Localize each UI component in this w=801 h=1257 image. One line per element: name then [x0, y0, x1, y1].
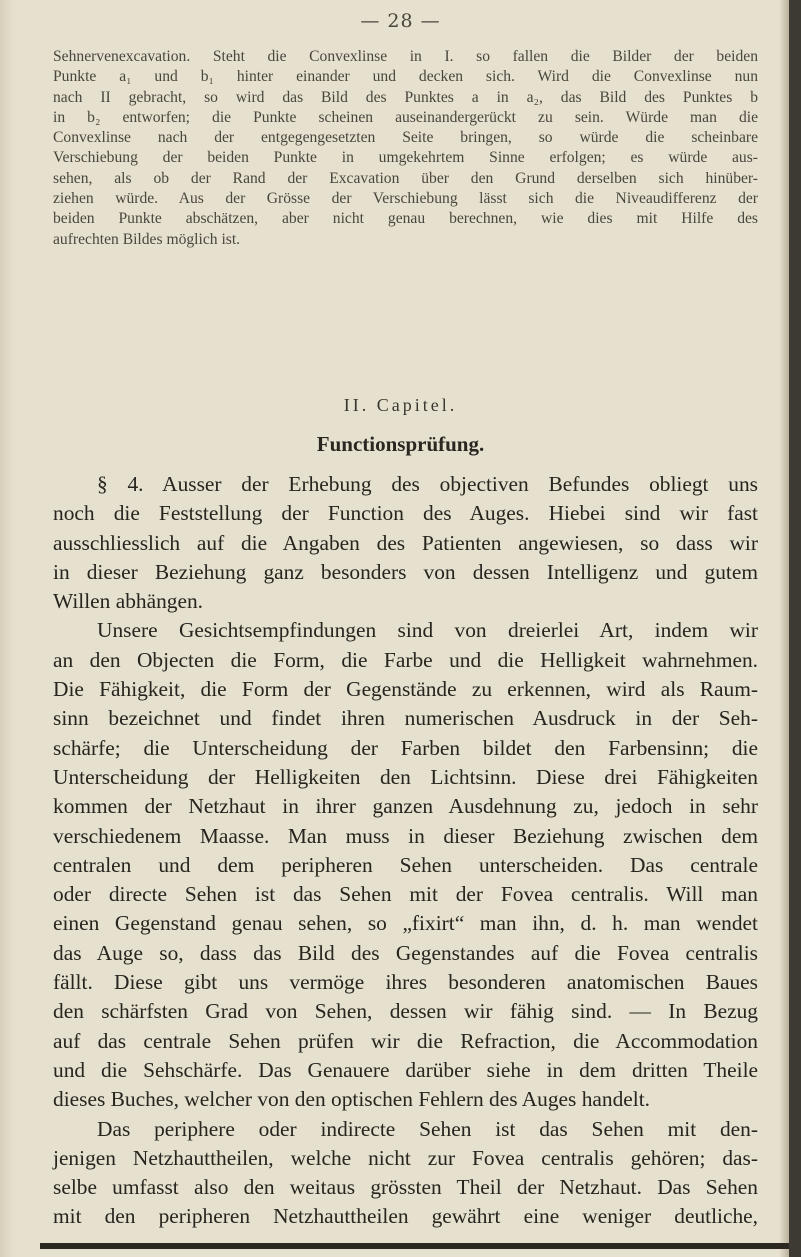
body-line: in dieser Beziehung ganz besonders von dessen Intelligenz und gutem: [53, 559, 758, 584]
body-line: selbe umfasst also den weitaus grössten Theil der Netzhaut. Das Sehen: [53, 1175, 758, 1200]
body-line: Unsere Gesichtsempfindungen sind von dreierlei Art, indem wir: [97, 618, 758, 643]
body-line: fällt. Diese gibt uns vermöge ihres besonderen anatomischen Baues: [53, 970, 758, 995]
body-line: noch die Feststellung der Function des Auges. Hiebei sind wir fast: [53, 501, 758, 526]
page-number: — 28 —: [360, 10, 441, 32]
body-line: den schärfsten Grad von Sehen, dessen wir fähig sind. — In Bezug: [53, 999, 758, 1024]
book-spine-edge: [789, 0, 801, 1257]
body-line: dieses Buches, welcher von den optischen Fehlern des Auges handelt.: [53, 1087, 651, 1112]
body-line: kommen der Netzhaut in ihrer ganzen Ausdehnung zu, jedoch in sehr: [53, 794, 758, 819]
body-line: Willen abhängen.: [53, 589, 204, 614]
intro-line: Punkte a₁ und b₁ hinter einander und decken sich. Wird die Convexlinse nun: [53, 68, 758, 86]
intro-line: Sehnervenexcavation. Steht die Convexlinse in I. so fallen die Bilder der beiden: [53, 48, 758, 65]
body-line: einen Gegenstand genau sehen, so „fixirt“ man ihn, d. h. man wendet: [53, 911, 758, 936]
body-line: auf das centrale Sehen prüfen wir die Refraction, die Accommodation: [53, 1028, 758, 1053]
page-left-edge: [0, 0, 14, 1257]
body-line: an den Objecten die Form, die Farbe und die Helligkeit wahrnehmen.: [53, 647, 758, 672]
intro-line: in b₂ entworfen; die Punkte scheinen auseinandergerückt zu sein. Würde man die: [53, 108, 758, 126]
page-fold-shadow: [779, 0, 789, 1257]
body-line: § 4. Ausser der Erhebung des objectiven Befundes obliegt uns: [97, 472, 758, 496]
section-body: [53, 470, 758, 1232]
page-bottom-rule: [40, 1243, 789, 1249]
body-line: sinn bezeichnet und findet ihren numerischen Ausdruck in der Seh-: [53, 706, 758, 731]
intro-line: Verschiebung der beiden Punkte in umgekehrtem Sinne erfolgen; es würde aus-: [53, 149, 758, 167]
intro-line: Convexlinse nach der entgegengesetzten Seite bringen, so würde die scheinbare: [53, 129, 758, 147]
body-line: schärfe; die Unterscheidung der Farben bildet den Farbensinn; die: [53, 735, 758, 760]
intro-line: sehen, als ob der Rand der Excavation über den Grund derselben sich hinüber-: [53, 169, 758, 187]
section-title: Functionsprüfung.: [316, 432, 485, 456]
intro-line: nach II gebracht, so wird das Bild des Punktes a in a₂, das Bild des Punktes b: [53, 88, 758, 106]
body-line: Unterscheidung der Helligkeiten den Lichtsinn. Diese drei Fähigkeiten: [53, 764, 758, 789]
body-line: das Auge so, dass das Bild des Gegenstandes auf die Fovea centralis: [53, 940, 758, 965]
body-line: verschiedenem Maasse. Man muss in dieser Beziehung zwischen dem: [53, 823, 758, 848]
body-line: und die Sehschärfe. Das Genauere darüber siehe in dem dritten Theile: [53, 1057, 758, 1082]
body-line: centralen und dem peripheren Sehen unterscheiden. Das centrale: [53, 852, 758, 877]
body-line: jenigen Netzhauttheilen, welche nicht zur Fovea centralis gehören; das-: [53, 1145, 758, 1170]
intro-line: aufrechten Bildes möglich ist.: [53, 230, 241, 248]
body-line: ausschliesslich auf die Angaben des Patienten angewiesen, so dass wir: [53, 530, 758, 555]
intro-line: ziehen würde. Aus der Grösse der Verschiebung lässt sich die Niveaudifferenz der: [53, 190, 758, 208]
intro-paragraph: [53, 47, 758, 250]
body-line: Das periphere oder indirecte Sehen ist das Sehen mit den-: [97, 1116, 758, 1141]
chapter-heading: II. Capitel.: [343, 395, 458, 415]
body-line: oder directe Sehen ist das Sehen mit der Fovea centralis. Will man: [53, 882, 758, 907]
intro-line: beiden Punkte abschätzen, aber nicht genau berechnen, wie dies mit Hilfe des: [53, 210, 758, 228]
body-line: mit den peripheren Netzhauttheilen gewährt eine weniger deutliche,: [53, 1204, 758, 1229]
body-line: Die Fähigkeit, die Form der Gegenstände zu erkennen, wird als Raum-: [53, 677, 758, 702]
